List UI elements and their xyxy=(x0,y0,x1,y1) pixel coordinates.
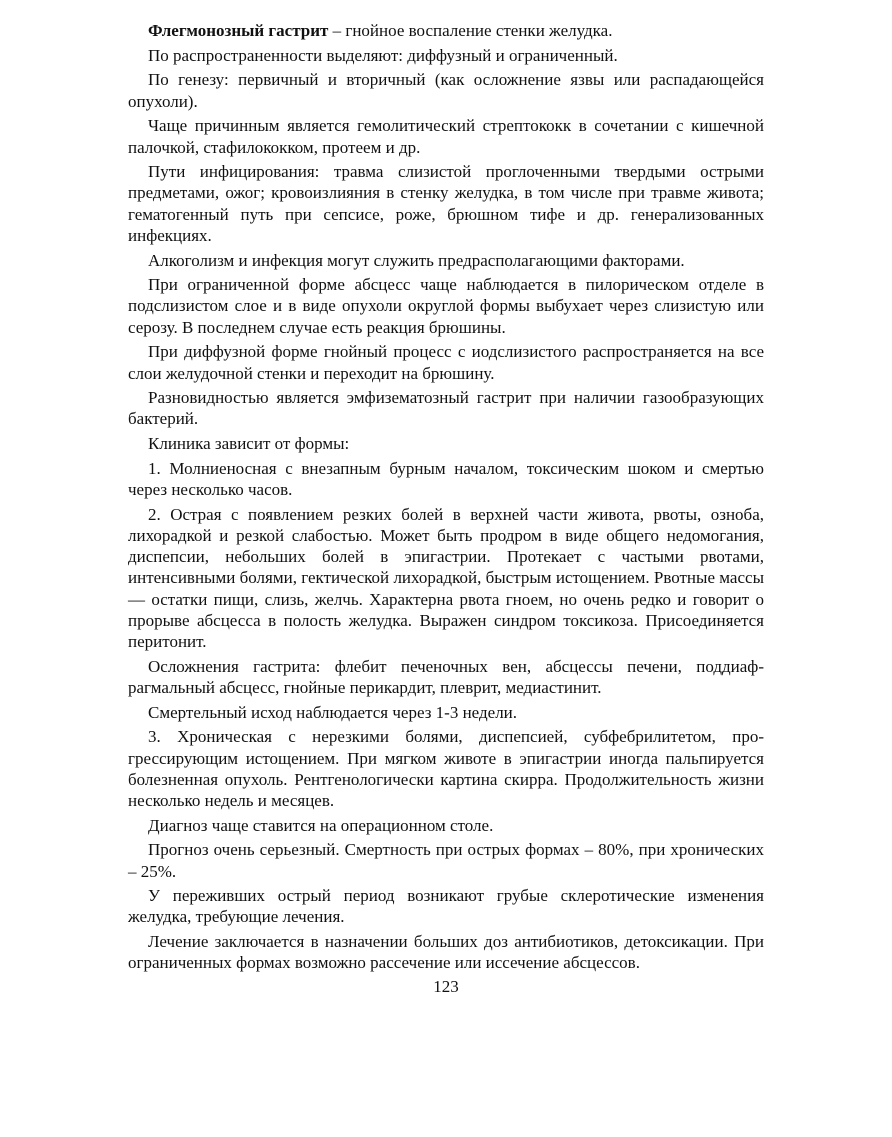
paragraph-intro xyxy=(128,20,764,41)
paragraph: Смертельный исход наблюдается через 1-3 недели. xyxy=(148,702,518,722)
paragraph: 3. Хроническая с нерезкими болями, диспепсией, субфебрилитетом, прогрессирующим истощением. При мягком животе в эпигастрии иногда пальпируется болезненная опухоль. Рентгенологически картина скирра. Продолжительность жизни несколько недель и месяцев. xyxy=(128,727,764,810)
paragraph: Чаще причинным является гемолитический стрептококк в сочетании с кишечной палочкой, стафилококком, протеем и др. xyxy=(128,116,764,157)
paragraph: Лечение заключается в назначении больших доз антибиотиков, детоксикации. При ограниченных формах возможно рассечение или иссечение абсцессов. xyxy=(128,932,764,973)
term-definition: – гнойное воспаление стенки желудка. xyxy=(328,21,613,40)
paragraph: 1. Молниеносная с внезапным бурным началом, токсическим шоком и смертью через несколько часов. xyxy=(128,458,764,500)
term-heading: Флегмонозный гастрит xyxy=(148,21,329,40)
paragraph: Пути инфицирования: травма слизистой проглоченными твердыми острыми предметами, ожог; кровоизлияния в стенку желудка, в том числе при травме живота; гематогенный путь при сепсисе, роже, брюшном тифе и др. генерализованных инфекциях. xyxy=(128,162,764,245)
paragraph: По распространенности выделяют: диффузный и ограниченный. xyxy=(148,45,618,65)
paragraph: 2. Острая с появлением резких болей в верхней части живота, рвоты, озноба, лихорадкой и резкой слабостью. Может быть продром в виде общего недомогания, диспепсии, небольших болей в эпигастрии. Протекает с частыми рвотами, интенсивными болями, гектической лихорадкой, быстрым истощением. Рвотные массы — остатки пищи, слизь, желчь. Характерна рвота гноем, но очень редко и говорит о прорыве абсцесса в полость желудка. Выражен синдром токсикоза. Присоединяется перитонит. xyxy=(128,504,764,651)
paragraph: Осложнения гастрита: флебит печеночных вен, абсцессы печени, поддиафрагмальный абсцесс, гнойные перикардит, плеврит, медиастинит. xyxy=(128,656,764,697)
paragraph: Диагноз чаще ставится на операционном столе. xyxy=(148,815,494,835)
paragraph: Клиника зависит от формы: xyxy=(148,434,350,454)
paragraph: При диффузной форме гнойный процесс с иодслизистого распространяется на все слои желудочной стенки и переходит на брюшину. xyxy=(128,342,764,383)
page-number: 123 xyxy=(433,977,459,996)
paragraph: По генезу: первичный и вторичный (как осложнение язвы или распадающейся опухоли). xyxy=(128,70,764,111)
document-page xyxy=(128,20,764,977)
paragraph: Алкоголизм и инфекция могут служить предрасполагающими факторами. xyxy=(148,250,685,270)
paragraph: Разновидностью является эмфизематозный гастрит при наличии газообразующих бактерий. xyxy=(128,388,764,429)
paragraph: При ограниченной форме абсцесс чаще наблюдается в пилорическом отделе в подслизистом слое и в виде опухоли округлой формы выбухает через слизистую или серозу. В последнем случае есть реакция брюшины. xyxy=(128,275,764,337)
paragraph: У переживших острый период возникают грубые склеротические изменения желудка, требующие лечения. xyxy=(128,886,764,927)
paragraph: Прогноз очень серьезный. Смертность при острых формах – 80%, при хронических – 25%. xyxy=(128,840,764,881)
